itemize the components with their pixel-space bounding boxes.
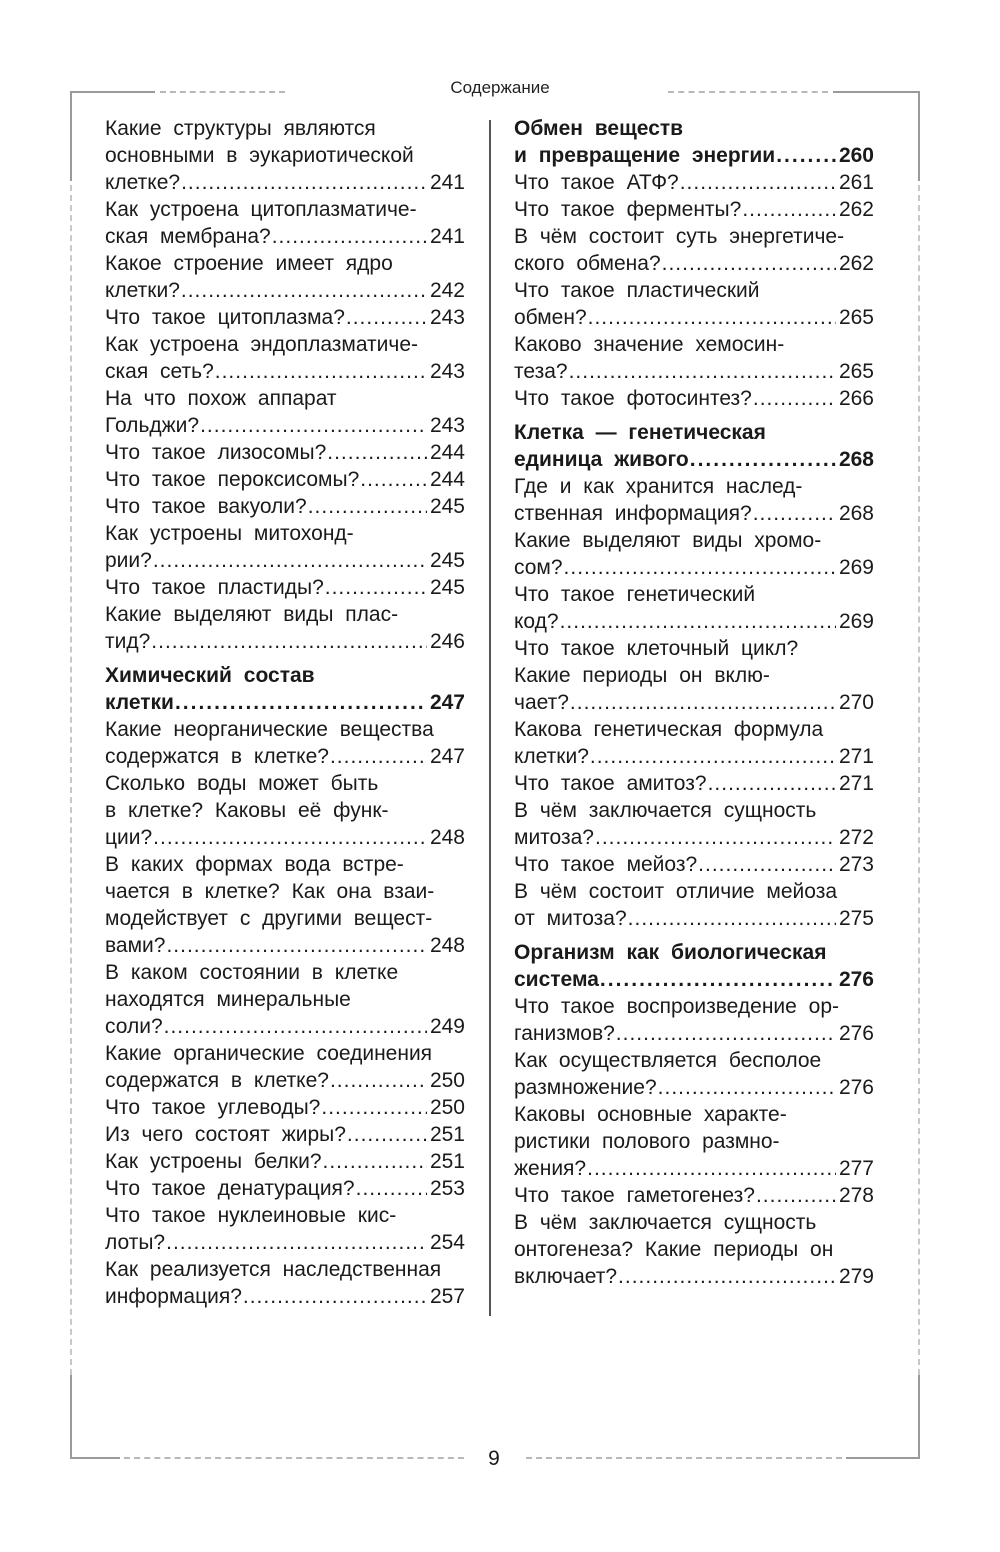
frame-left-top	[70, 91, 72, 181]
running-head: Содержание	[450, 78, 550, 97]
toc-entry-leader-line	[105, 824, 465, 851]
toc-page-number: 245	[429, 549, 465, 572]
toc-entry-title-end: содержатся в клетке?	[105, 1069, 329, 1092]
toc-page-number: 247	[429, 691, 465, 714]
toc-entry	[105, 1040, 465, 1094]
toc-entry-leader-line	[105, 358, 465, 385]
toc-entry-leader-line	[514, 446, 874, 473]
toc-entry-title-end: сом?	[514, 556, 563, 579]
dot-leader	[199, 412, 427, 439]
toc-entry	[105, 196, 465, 250]
toc-entry-leader-line	[105, 223, 465, 250]
toc-entry	[514, 1047, 874, 1101]
toc-entry	[105, 1256, 465, 1310]
dot-leader	[568, 358, 836, 385]
toc-entry	[514, 169, 874, 196]
toc-entry-leader-line	[105, 304, 465, 331]
toc-entry-title-end: включает?	[514, 1265, 618, 1288]
toc-page-number: 250	[429, 1069, 465, 1092]
toc-page-number: 246	[429, 630, 465, 653]
toc-entry-leader-line	[105, 932, 465, 959]
toc-page-number: 248	[429, 934, 465, 957]
column-divider	[489, 120, 491, 1316]
toc-entry-line: Как устроена цитоплазматиче-	[105, 198, 417, 221]
toc-entry	[105, 1121, 465, 1148]
toc-entry-title-end: Что такое амитоз?	[514, 772, 707, 795]
dot-leader	[559, 608, 836, 635]
toc-page-number: 245	[429, 495, 465, 518]
toc-entry-line: Каково значение хемосин-	[514, 333, 785, 356]
toc-page-number: 271	[838, 772, 874, 795]
dot-leader	[329, 743, 427, 770]
toc-entry	[105, 466, 465, 493]
dot-leader	[165, 1229, 427, 1256]
toc-entry-leader-line	[514, 304, 874, 331]
toc-entry-line: Какое строение имеет ядро	[105, 252, 393, 275]
toc-entry	[105, 601, 465, 655]
toc-entry-line: На что похож аппарат	[105, 387, 337, 410]
dot-leader	[587, 304, 836, 331]
toc-page-number: 241	[429, 171, 465, 194]
toc-section-heading	[514, 419, 874, 473]
toc-entry-leader-line	[514, 770, 874, 797]
toc-page-number: 253	[429, 1177, 465, 1200]
toc-entry-title-end: ского обмена?	[514, 252, 661, 275]
dot-leader	[569, 689, 836, 716]
toc-entry	[105, 304, 465, 331]
toc-entry	[514, 196, 874, 223]
toc-entry-title-end: размножение?	[514, 1076, 657, 1099]
dot-leader	[180, 277, 427, 304]
toc-entry-title-end: Что такое лизосомы?	[105, 441, 327, 464]
dot-leader	[346, 1121, 427, 1148]
toc-page-number: 260	[838, 144, 874, 167]
dot-leader	[775, 142, 836, 169]
toc-page-number: 244	[429, 441, 465, 464]
toc-entry-leader-line	[514, 385, 874, 412]
toc-entry-title-end: ская мембрана?	[105, 225, 271, 248]
toc-entry-title-end: Что такое фотосинтез?	[514, 387, 752, 410]
toc-entry	[105, 770, 465, 851]
toc-entry-line: Какова генетическая формула	[514, 718, 824, 741]
toc-entry-title-end: ции?	[105, 826, 153, 849]
toc-entry	[514, 635, 874, 716]
toc-entry-line: В чём состоит отличие мейоза	[514, 880, 838, 903]
toc-entry-title-end: обмен?	[514, 306, 587, 329]
toc-entry	[105, 959, 465, 1040]
toc-entry-line: Что такое воспроизведение ор-	[514, 995, 840, 1018]
toc-entry-leader-line	[514, 196, 874, 223]
toc-entry-title-end: Что такое гаметогенез?	[514, 1184, 755, 1207]
dot-leader	[152, 547, 427, 574]
toc-page-number: 262	[838, 198, 874, 221]
dot-leader	[615, 1020, 836, 1047]
toc-entry-leader-line	[105, 547, 465, 574]
toc-page-number: 265	[838, 360, 874, 383]
dot-leader	[152, 824, 427, 851]
toc-entry	[514, 878, 874, 932]
toc-entry-leader-line	[514, 554, 874, 581]
toc-right-column	[514, 115, 874, 1290]
toc-entry	[105, 1094, 465, 1121]
toc-entry-title-end: тид?	[105, 630, 151, 653]
dot-leader	[165, 932, 427, 959]
toc-entry	[105, 493, 465, 520]
dot-leader	[345, 304, 427, 331]
toc-page-number: 261	[838, 171, 874, 194]
toc-entry	[105, 115, 465, 196]
toc-entry-title-end: Из чего состоят жиры?	[105, 1123, 346, 1146]
toc-entry-line: Какие органические соединения	[105, 1042, 433, 1065]
toc-entry-leader-line	[105, 1094, 465, 1121]
toc-entry-leader-line	[514, 500, 874, 527]
toc-entry-title-end: митоза?	[514, 826, 594, 849]
toc-entry-leader-line	[105, 689, 465, 716]
toc-entry-leader-line	[105, 277, 465, 304]
toc-entry-title-end: ганизмов?	[514, 1022, 615, 1045]
toc-page-number: 279	[838, 1265, 874, 1288]
toc-page-number: 262	[838, 252, 874, 275]
toc-entry-leader-line	[105, 1175, 465, 1202]
toc-entry-leader-line	[105, 1067, 465, 1094]
dot-leader	[329, 1067, 427, 1094]
toc-entry-leader-line	[514, 689, 874, 716]
toc-entry-title-end: ская сеть?	[105, 360, 214, 383]
frame-left-bottom	[70, 1375, 72, 1458]
toc-entry-line: Как реализуется наследственная	[105, 1258, 442, 1281]
toc-page-number: 251	[429, 1150, 465, 1173]
toc-entry	[514, 797, 874, 851]
toc-entry-line: модействует с другими вещест-	[105, 907, 433, 930]
dot-leader	[627, 905, 836, 932]
toc-entry	[105, 851, 465, 959]
toc-entry-title-end: клетки	[105, 691, 174, 714]
toc-entry-line: Какие выделяют виды плас-	[105, 603, 399, 626]
toc-entry-title-end: единица живого	[514, 448, 689, 471]
dot-leader	[271, 223, 427, 250]
toc-entry-line: находятся минеральные	[105, 988, 351, 1011]
toc-entry-title-end: клетки?	[514, 745, 589, 768]
toc-entry-line: В каком состоянии в клетке	[105, 961, 399, 984]
toc-entry-leader-line	[514, 1074, 874, 1101]
toc-entry-title-end: Что такое ферменты?	[514, 198, 742, 221]
toc-page-number: 278	[838, 1184, 874, 1207]
toc-entry-title-end: содержатся в клетке?	[105, 745, 329, 768]
toc-entry-title-end: вами?	[105, 934, 166, 957]
toc-entry	[514, 527, 874, 581]
toc-entry-title-end: Что такое мейоз?	[514, 853, 698, 876]
toc-entry-line: онтогенеза? Какие периоды он	[514, 1238, 834, 1261]
dot-leader	[150, 628, 427, 655]
toc-entry-line: В чём заключается сущность	[514, 1211, 817, 1234]
toc-page-number: 266	[838, 387, 874, 410]
toc-entry	[105, 1175, 465, 1202]
toc-entry-line: Какие неорганические вещества	[105, 718, 434, 741]
toc-page-number: 265	[838, 306, 874, 329]
toc-entry-line: Как устроена эндоплазматиче-	[105, 333, 419, 356]
toc-entry	[105, 250, 465, 304]
dot-leader	[586, 1155, 836, 1182]
dot-leader	[657, 1074, 836, 1101]
frame-right-dashed	[918, 185, 920, 1375]
toc-page-number: 270	[838, 691, 874, 714]
toc-entry	[514, 716, 874, 770]
dot-leader	[326, 439, 427, 466]
toc-entry-line: Как устроены митохонд-	[105, 522, 354, 545]
toc-page-number: 249	[429, 1015, 465, 1038]
toc-page-number: 251	[429, 1123, 465, 1146]
toc-page-number: 243	[429, 360, 465, 383]
toc-entry-title-end: Что такое пероксисомы?	[105, 468, 360, 491]
toc-page-number: 245	[429, 576, 465, 599]
toc-section-heading	[514, 115, 874, 169]
toc-entry-leader-line	[105, 1148, 465, 1175]
toc-entry-title-end: Что такое вакуоли?	[105, 495, 307, 518]
toc-entry	[514, 1209, 874, 1290]
dot-leader	[214, 358, 427, 385]
toc-entry-leader-line	[514, 250, 874, 277]
toc-entry-leader-line	[105, 169, 465, 196]
dot-leader	[324, 574, 427, 601]
toc-entry-leader-line	[514, 358, 874, 385]
dot-leader	[697, 851, 836, 878]
toc-entry-title-end: Что такое денатурация?	[105, 1177, 355, 1200]
toc-page-number: 243	[429, 414, 465, 437]
toc-page-number: 276	[838, 1076, 874, 1099]
toc-page-number: 273	[838, 853, 874, 876]
toc-page-number: 272	[838, 826, 874, 849]
dot-leader	[589, 743, 836, 770]
frame-left-dashed	[70, 185, 72, 1375]
toc-entry-title-end: Что такое цитоплазма?	[105, 306, 345, 329]
toc-page-number: 257	[429, 1285, 465, 1308]
dot-leader	[707, 770, 836, 797]
toc-page-number: 271	[838, 745, 874, 768]
toc-page-number: 275	[838, 907, 874, 930]
dot-leader	[174, 689, 427, 716]
toc-entry-leader-line	[105, 628, 465, 655]
toc-page-number: 268	[838, 502, 874, 525]
toc-entry-leader-line	[514, 743, 874, 770]
toc-entry	[514, 473, 874, 527]
dot-leader	[242, 1283, 427, 1310]
page-number: 9	[488, 1447, 500, 1470]
toc-entry-line: Обмен веществ	[514, 117, 684, 140]
toc-entry-title-end: Что такое углеводы?	[105, 1096, 321, 1119]
toc-entry-line: основными в эукариотической	[105, 144, 414, 167]
toc-entry-leader-line	[514, 1263, 874, 1290]
toc-entry-leader-line	[514, 851, 874, 878]
dot-leader	[320, 1094, 427, 1121]
dot-leader	[689, 446, 836, 473]
toc-entry	[105, 439, 465, 466]
toc-entry-line: Где и как хранится наслед-	[514, 475, 803, 498]
dot-leader	[755, 1182, 836, 1209]
toc-page-number: 276	[838, 1022, 874, 1045]
dot-leader	[741, 196, 836, 223]
toc-page-number: 241	[429, 225, 465, 248]
toc-page-number: 276	[838, 968, 874, 991]
toc-entry-leader-line	[514, 1182, 874, 1209]
toc-entry	[514, 770, 874, 797]
toc-entry	[514, 1182, 874, 1209]
toc-entry-leader-line	[105, 743, 465, 770]
toc-entry-line: В каких формах вода встре-	[105, 853, 404, 876]
toc-entry-line: Каковы основные характе-	[514, 1103, 787, 1126]
toc-entry-line: Химический состав	[105, 664, 315, 687]
toc-entry-title-end: Что такое АТФ?	[514, 171, 679, 194]
toc-entry-title-end: Гольджи?	[105, 414, 200, 437]
toc-entry-title-end: соли?	[105, 1015, 163, 1038]
dot-leader	[163, 1013, 427, 1040]
toc-entry	[514, 581, 874, 635]
toc-entry-leader-line	[514, 608, 874, 635]
toc-entry-leader-line	[514, 905, 874, 932]
toc-entry-title-end: теза?	[514, 360, 568, 383]
toc-entry-line: ристики полового размно-	[514, 1130, 780, 1153]
toc-entry-title-end: информация?	[105, 1285, 242, 1308]
toc-page-number: 277	[838, 1157, 874, 1180]
toc-entry-line: Как осуществляется бесполое	[514, 1049, 822, 1072]
toc-entry-leader-line	[514, 142, 874, 169]
dot-leader	[307, 493, 427, 520]
dot-leader	[752, 500, 836, 527]
toc-entry	[514, 223, 874, 277]
toc-section-heading	[514, 939, 874, 993]
dot-leader	[355, 1175, 427, 1202]
toc-entry-title-end: лоты?	[105, 1231, 166, 1254]
toc-entry	[105, 385, 465, 439]
dot-leader	[752, 385, 836, 412]
toc-entry-title-end: жения?	[514, 1157, 587, 1180]
toc-entry-line: Что такое генетический	[514, 583, 756, 606]
toc-entry-title-end: рии?	[105, 549, 152, 572]
toc-page-number: 243	[429, 306, 465, 329]
frame-right-top	[918, 91, 920, 181]
dot-leader	[661, 250, 836, 277]
toc-entry-leader-line	[105, 493, 465, 520]
toc-page-number: 250	[429, 1096, 465, 1119]
toc-page-number: 242	[429, 279, 465, 302]
toc-page-number: 254	[429, 1231, 465, 1254]
dot-leader	[679, 169, 836, 196]
toc-entry	[514, 1101, 874, 1182]
toc-entry	[514, 331, 874, 385]
dot-leader	[359, 466, 427, 493]
dot-leader	[322, 1148, 427, 1175]
dot-leader	[599, 966, 836, 993]
toc-entry-title-end: Что такое пластиды?	[105, 576, 324, 599]
toc-entry-leader-line	[105, 439, 465, 466]
dot-leader	[594, 824, 836, 851]
toc-entry-leader-line	[105, 1283, 465, 1310]
toc-entry-leader-line	[105, 1229, 465, 1256]
toc-entry-leader-line	[514, 169, 874, 196]
toc-entry	[105, 331, 465, 385]
toc-entry-line: Какие выделяют виды хромо-	[514, 529, 822, 552]
toc-entry-leader-line	[105, 1013, 465, 1040]
toc-entry-leader-line	[105, 1121, 465, 1148]
toc-page-number: 248	[429, 826, 465, 849]
toc-entry	[105, 520, 465, 574]
toc-page-number: 268	[838, 448, 874, 471]
toc-left-column	[105, 115, 465, 1310]
toc-entry-line: Какие периоды он вклю-	[514, 664, 770, 687]
toc-entry	[514, 993, 874, 1047]
toc-entry	[514, 851, 874, 878]
toc-page-number: 244	[429, 468, 465, 491]
frame-right-bottom	[918, 1375, 920, 1458]
dot-leader	[180, 169, 427, 196]
toc-entry-title-end: система	[514, 968, 599, 991]
dot-leader	[617, 1263, 836, 1290]
toc-entry	[105, 574, 465, 601]
toc-entry	[105, 1202, 465, 1256]
toc-entry	[514, 385, 874, 412]
toc-entry-title-end: чает?	[514, 691, 569, 714]
toc-entry	[105, 1148, 465, 1175]
toc-entry-leader-line	[105, 466, 465, 493]
toc-entry-leader-line	[105, 574, 465, 601]
toc-entry-line: Что такое пластический	[514, 279, 760, 302]
toc-entry-title-end: клетки?	[105, 279, 180, 302]
toc-page-number: 247	[429, 745, 465, 768]
toc-entry-title-end: от митоза?	[514, 907, 627, 930]
toc-entry-leader-line	[105, 412, 465, 439]
toc-entry-leader-line	[514, 824, 874, 851]
toc-section-heading	[105, 662, 465, 716]
toc-entry-line: в клетке? Каковы её функ-	[105, 799, 389, 822]
toc-page-number: 269	[838, 610, 874, 633]
toc-entry-line: Клетка — генетическая	[514, 421, 766, 444]
toc-entry	[105, 716, 465, 770]
toc-entry-line: В чём состоит суть энергетиче-	[514, 225, 845, 248]
dot-leader	[563, 554, 836, 581]
toc-entry-line: Что такое нуклеиновые кис-	[105, 1204, 397, 1227]
toc-entry-leader-line	[514, 1155, 874, 1182]
toc-page-number: 269	[838, 556, 874, 579]
toc-entry-title-end: и превращение энергии	[514, 144, 776, 167]
toc-entry-title-end: код?	[514, 610, 559, 633]
toc-entry-title-end: Как устроены белки?	[105, 1150, 322, 1173]
toc-entry	[514, 277, 874, 331]
toc-entry-line: Организм как биологическая	[514, 941, 827, 964]
toc-entry-title-end: клетке?	[105, 171, 181, 194]
toc-entry-line: чается в клетке? Как она взаи-	[105, 880, 435, 903]
toc-entry-leader-line	[514, 1020, 874, 1047]
toc-entry-title-end: ственная информация?	[514, 502, 752, 525]
toc-entry-line: В чём заключается сущность	[514, 799, 817, 822]
toc-entry-line: Что такое клеточный цикл?	[514, 637, 799, 660]
toc-entry-line: Какие структуры являются	[105, 117, 376, 140]
toc-entry-leader-line	[514, 966, 874, 993]
toc-entry-line: Сколько воды может быть	[105, 772, 379, 795]
